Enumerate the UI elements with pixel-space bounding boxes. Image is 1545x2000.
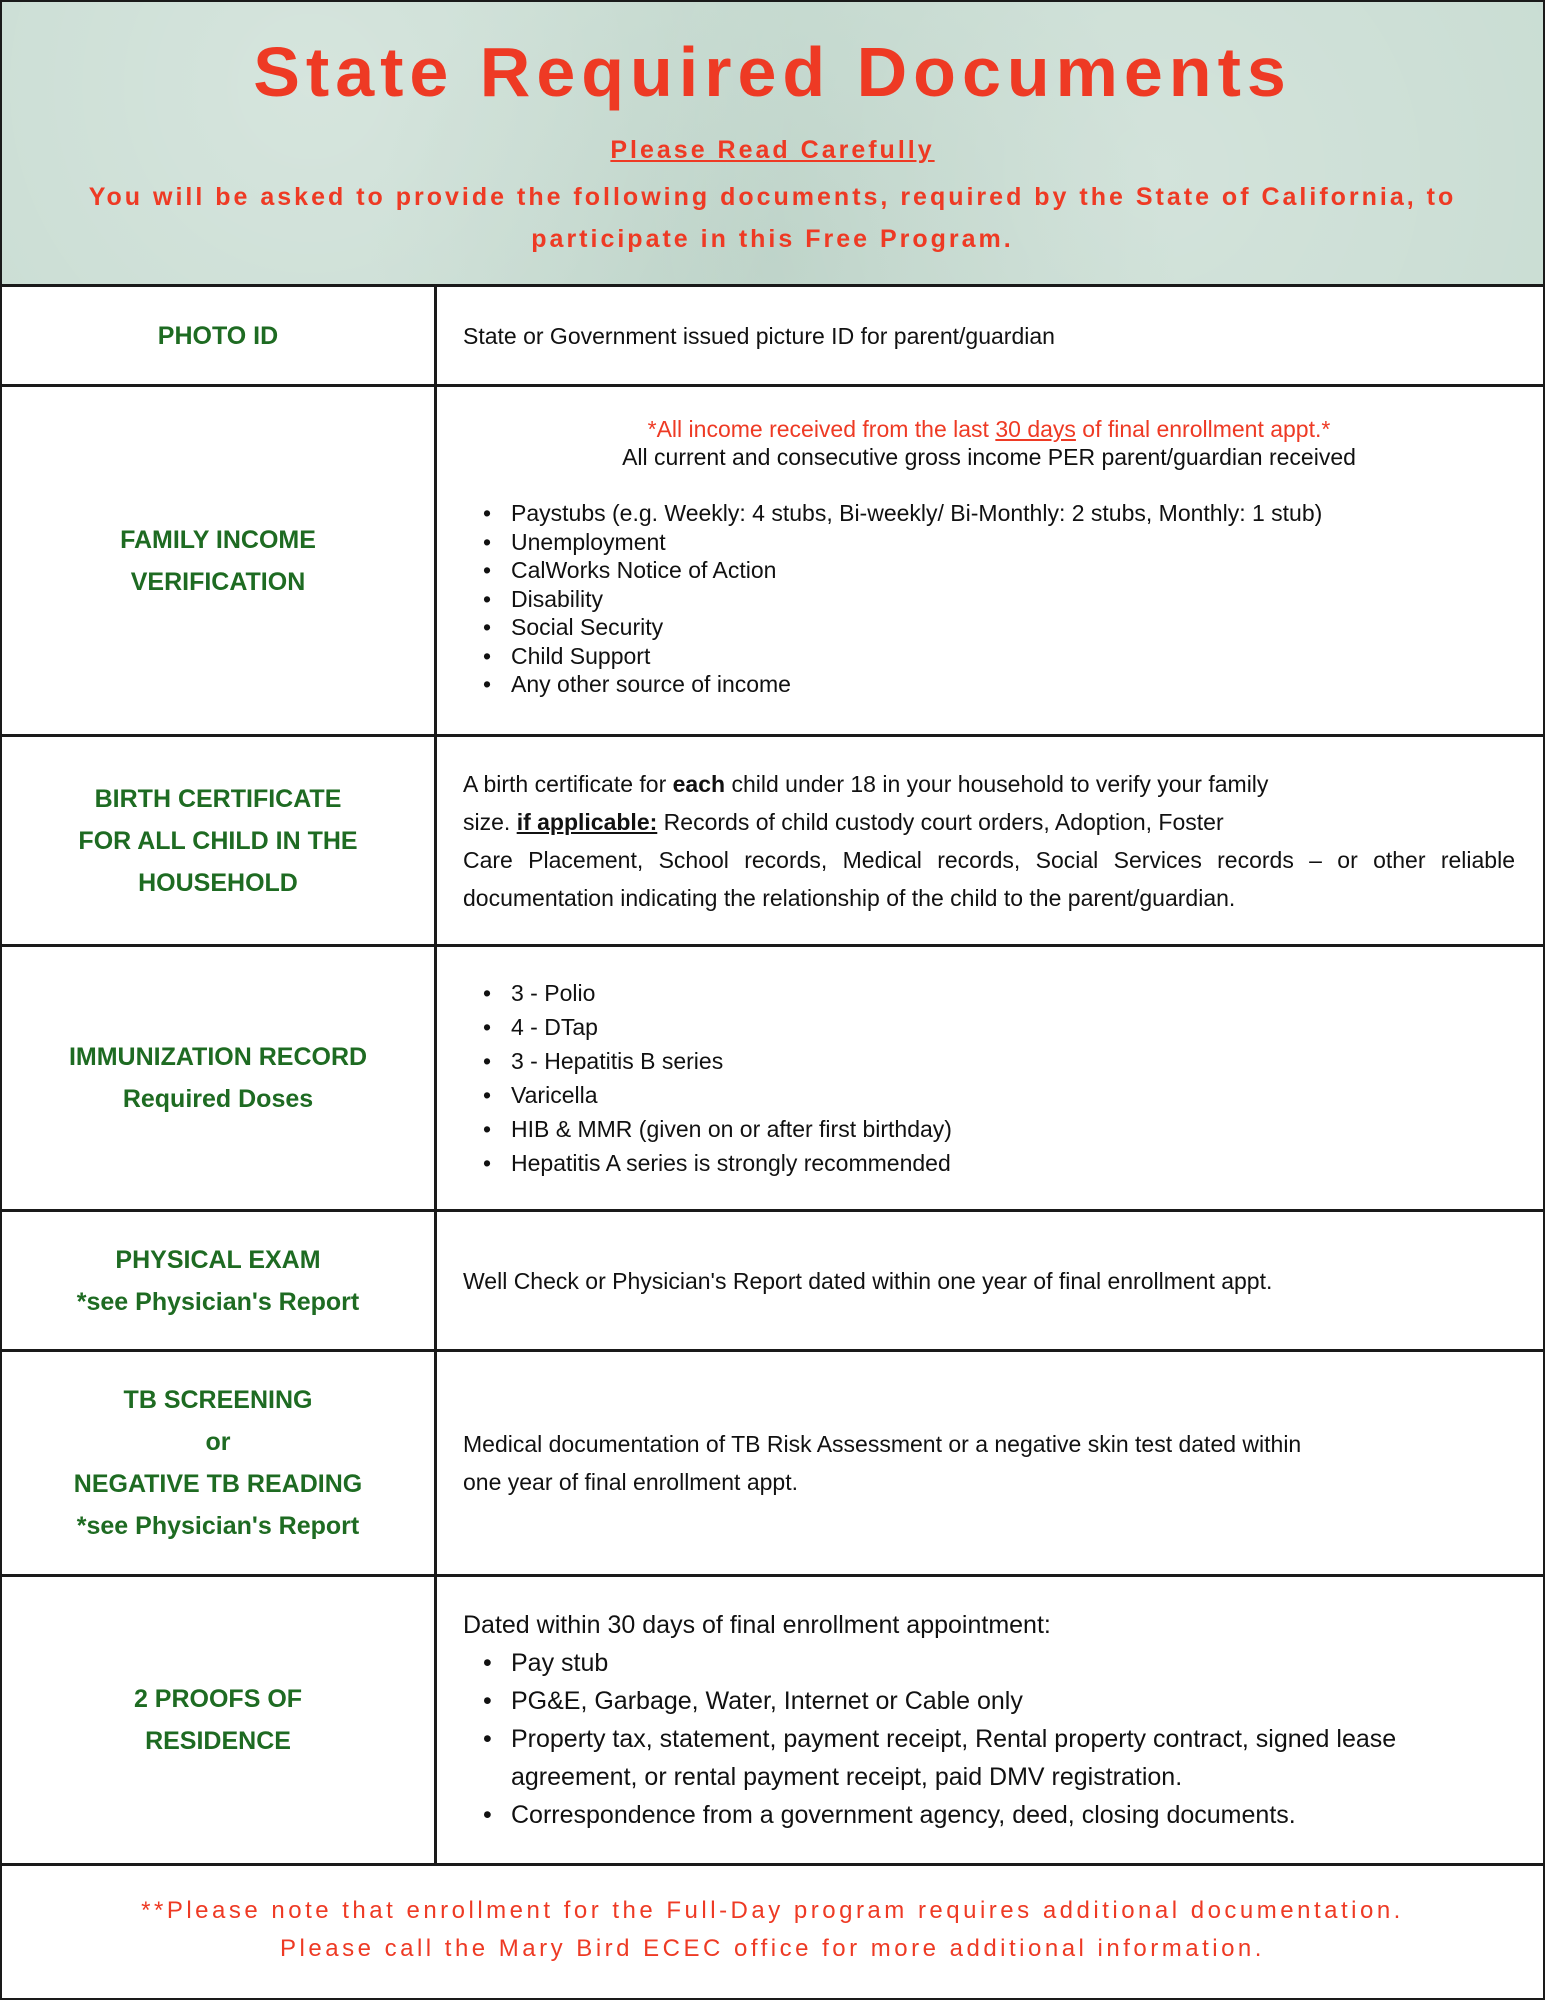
- intro-text: You will be asked to provide the following documents, required by the State of California, to participate in this Free Program.: [88, 183, 1457, 253]
- label-text: PHYSICAL EXAM: [115, 1245, 321, 1274]
- birth-text: Records of child custody court orders, Adoption, Foster: [657, 808, 1224, 835]
- income-note: [463, 415, 1515, 443]
- list-item: • Unemployment: [463, 528, 1515, 557]
- photo-id-text: State or Government issued picture ID for parent/guardian: [463, 322, 1055, 349]
- label-text: FAMILY INCOME: [120, 525, 316, 554]
- birth-line-1: [463, 765, 1515, 803]
- label-residence: [2, 1577, 437, 1863]
- page-title: State Required Documents: [253, 33, 1292, 111]
- footer-line-2: Please call the Mary Bird ECEC office for more additional information.: [280, 1935, 1265, 1962]
- list-item: • CalWorks Notice of Action: [463, 556, 1515, 585]
- label-text: TB SCREENING: [123, 1386, 313, 1414]
- birth-text: child under 18 in your household to verify your family: [725, 770, 1269, 797]
- content-tb-screening: [437, 1352, 1543, 1574]
- content-immunization: [437, 947, 1543, 1209]
- tb-line-1: Medical documentation of TB Risk Assessment or a negative skin test dated within: [463, 1431, 1302, 1457]
- birth-line-3: Care Placement, School records, Medical records, Social Services records – or other reliable documentation indicating the relationship of the child to the parent/guardian.: [463, 846, 1515, 911]
- label-text: FOR ALL CHILD IN THE: [78, 826, 358, 855]
- income-note-2: All current and consecutive gross income PER parent/guardian received: [622, 444, 1356, 470]
- label-immunization: [2, 947, 437, 1209]
- row-physical-exam: [2, 1212, 1543, 1352]
- birth-if-applicable: if applicable:: [516, 808, 658, 835]
- content-birth-certificate: [437, 737, 1543, 944]
- footer-note: [2, 1866, 1543, 1998]
- content-photo-id: [437, 287, 1543, 384]
- content-physical-exam: [437, 1212, 1543, 1349]
- list-item: • 3 - Hepatitis B series: [463, 1044, 1515, 1078]
- row-tb-screening: [2, 1352, 1543, 1577]
- label-photo-id: [2, 287, 437, 384]
- header-banner: [2, 2, 1543, 287]
- residence-intro: Dated within 30 days of final enrollment appointment:: [463, 1611, 1051, 1639]
- list-item: • Property tax, statement, payment receipt, Rental property contract, signed lease agreement, or rental payment receipt, paid DMV registration.: [463, 1720, 1515, 1796]
- list-item: • PG&E, Garbage, Water, Internet or Cable only: [463, 1682, 1515, 1720]
- row-birth-certificate: [2, 737, 1543, 947]
- list-item: • Disability: [463, 585, 1515, 614]
- list-item: • 4 - DTap: [463, 1010, 1515, 1044]
- row-immunization: [2, 947, 1543, 1212]
- label-tb-screening: [2, 1352, 437, 1574]
- label-birth-certificate: [2, 737, 437, 944]
- income-list: [463, 499, 1515, 699]
- birth-emphasis: each: [672, 770, 726, 797]
- income-note-prefix: *All income received from the last: [647, 416, 996, 442]
- list-item: • Any other source of income: [463, 670, 1515, 699]
- list-item: • HIB & MMR (given on or after first birthday): [463, 1112, 1515, 1146]
- list-item: • Child Support: [463, 642, 1515, 671]
- label-text: *see Physician's Report: [76, 1287, 360, 1316]
- label-text: RESIDENCE: [145, 1727, 291, 1755]
- label-text: 2 PROOFS OF: [133, 1685, 303, 1713]
- label-family-income: [2, 387, 437, 734]
- list-item: • 3 - Polio: [463, 976, 1515, 1010]
- income-note-days: 30 days: [995, 416, 1076, 442]
- birth-text: A birth certificate for: [463, 770, 673, 797]
- residence-list: [463, 1644, 1515, 1834]
- tb-line-2: one year of final enrollment appt.: [463, 1469, 798, 1495]
- list-item: • Correspondence from a government agency, deed, closing documents.: [463, 1796, 1515, 1834]
- label-text: BIRTH CERTIFICATE: [94, 784, 342, 813]
- row-family-income: [2, 387, 1543, 737]
- label-physical-exam: [2, 1212, 437, 1349]
- label-text: NEGATIVE TB READING: [73, 1470, 363, 1498]
- content-family-income: [437, 387, 1543, 734]
- content-residence: [437, 1577, 1543, 1863]
- birth-text: size.: [463, 808, 517, 835]
- row-photo-id: [2, 287, 1543, 387]
- footer-line-1: **Please note that enrollment for the Full-Day program requires additional documentation.: [141, 1897, 1404, 1924]
- row-residence: [2, 1577, 1543, 1866]
- label-text: PHOTO ID: [157, 321, 279, 350]
- label-text: or: [205, 1428, 231, 1456]
- list-item: • Social Security: [463, 613, 1515, 642]
- label-text: HOUSEHOLD: [138, 868, 298, 897]
- list-item: • Paystubs (e.g. Weekly: 4 stubs, Bi-weekly/ Bi-Monthly: 2 stubs, Monthly: 1 stub): [463, 499, 1515, 528]
- list-item: • Pay stub: [463, 1644, 1515, 1682]
- label-text: Required Doses: [122, 1085, 314, 1113]
- label-text: VERIFICATION: [130, 567, 306, 596]
- page-subtitle: Please Read Carefully: [610, 136, 935, 164]
- physical-text: Well Check or Physician's Report dated within one year of final enrollment appt.: [463, 1267, 1273, 1294]
- list-item: • Hepatitis A series is strongly recommended: [463, 1146, 1515, 1180]
- birth-line-2: [463, 803, 1515, 841]
- immunization-list: [463, 976, 1515, 1180]
- income-note-suffix: of final enrollment appt.*: [1075, 416, 1331, 442]
- label-text: IMMUNIZATION RECORD: [68, 1043, 368, 1071]
- list-item: • Varicella: [463, 1078, 1515, 1112]
- label-text: *see Physician's Report: [76, 1512, 360, 1540]
